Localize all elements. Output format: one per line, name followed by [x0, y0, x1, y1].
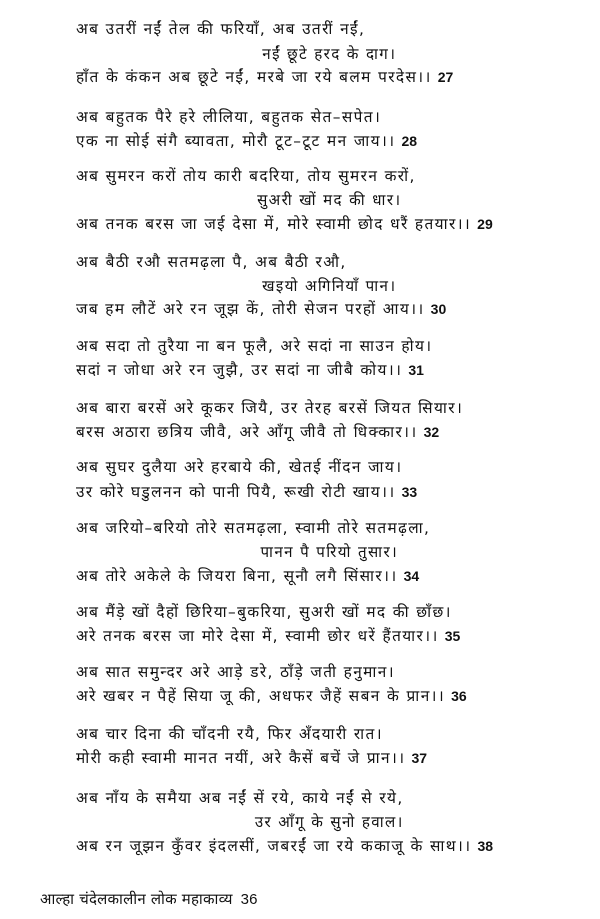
verse-number: 32	[423, 424, 440, 440]
verse-text: अब रन जूझन कुँवर इंदलसीं, जबरईं जा रये ककाजू के साथ।।	[76, 837, 472, 855]
verse-line-centered: उर आँगू के सुनो हवाल।	[254, 813, 404, 831]
verse-line-last	[76, 67, 453, 87]
verse-line: अब सदा तो तुरैया ना बन फूलै, अरे सदां ना साउन होय।	[76, 337, 433, 355]
verse-line: अब बारा बरसें अरे कूकर जियै, उर तेरह बरसें जियत सियार।	[76, 399, 464, 417]
verse-number: 29	[477, 216, 493, 232]
verse-number: 37	[411, 750, 428, 766]
verse-text: अब तोरे अकेले के जियरा बिना, सूनौ लगै सिंसार।।	[76, 567, 398, 585]
verse-text: अरे खबर न पैहें सिया जू की, अधफर जैहें सबन के प्रान।।	[76, 687, 446, 705]
verse-number: 38	[477, 838, 494, 854]
verse-number: 28	[401, 133, 418, 149]
verse-line-centered: पानन पै परियो तुसार।	[260, 543, 399, 561]
verse-line-last	[76, 299, 446, 319]
verse-number: 33	[401, 484, 418, 500]
verse-line: अब सात समुन्दर अरे आड़े डरे, ठाँड़े जती हनुमान।	[76, 663, 395, 681]
verse-text: जब हम लौटें अरे रन जूझ कें, तोरी सेजन परहों आय।।	[76, 300, 425, 318]
verse-text: अरे तनक बरस जा मोरे देसा में, स्वामी छोर धरें हैंतयार।।	[76, 627, 439, 645]
verse-text: हाँत के कंकन अब छूटे नईं, मरबे जा रये बलम परदेस।।	[76, 68, 432, 86]
verse-line-last	[76, 626, 460, 646]
verse-line: अब जरियो–बरियो तोरे सतमढ़ला, स्वामी तोरे सतमढ़ला,	[76, 519, 431, 537]
verse-line: अब उतरीं नईं तेल की फरियाँ, अब उतरीं नईं,	[76, 20, 366, 38]
verse-number: 27	[437, 69, 454, 85]
verse-line-last	[76, 836, 493, 856]
verse-line-last	[76, 566, 419, 586]
verse-line-last	[76, 482, 417, 502]
verse-text: उर कोरे घडुलनन को पानी पियै, रूखी रोटी खाय।।	[76, 483, 396, 501]
page-footer	[40, 889, 258, 909]
verse-text: बरस अठारा छत्रिय जीवै, अरे आँगू जीवै तो धिक्कार।।	[76, 423, 418, 441]
page-number: 36	[240, 891, 258, 908]
verse-line: अब मैंड़े खों दैहों छिरिया–बुकरिया, सुअरी खों मद की छाँछ।	[76, 603, 452, 621]
verse-number: 31	[408, 362, 424, 378]
verse-line-centered: खइयो अगिनियाँ पान।	[262, 277, 397, 295]
verse-text: एक ना सोई संगै ब्यावता, मोरौ टूट–टूट मन जाय।।	[76, 132, 396, 150]
footer-title: आल्हा चंदेलकालीन लोक महाकाव्य	[40, 890, 233, 908]
verse-line: अब बैठी रऔ सतमढ़ला पै, अब बैठी रऔ,	[76, 253, 347, 271]
verse-line: अब सुमरन करों तोय कारी बदरिया, तोय सुमरन करों,	[76, 167, 416, 185]
verse-line-last	[76, 360, 424, 380]
verse-line-last	[76, 422, 439, 442]
verse-number: 36	[451, 688, 467, 704]
verse-line-centered: सुअरी खों मद की धार।	[257, 191, 402, 209]
verse-number: 34	[403, 568, 420, 584]
verse-number: 30	[430, 301, 447, 317]
verse-line-last	[76, 748, 427, 768]
verse-text: मोरी कही स्वामी मानत नयीं, अरे कैसें बचें जे प्रान।।	[76, 749, 406, 767]
verse-number: 35	[444, 628, 461, 644]
verse-line: अब सुघर दुलैया अरे हरबाये की, खेतई नींदन जाय।	[76, 458, 403, 476]
verse-text: सदां न जोधा अरे रन जुझै, उर सदां ना जीबै कोय।।	[76, 361, 403, 379]
verse-line: अब चार दिना की चाँदनी रयै, फिर अँदयारी रात।	[76, 725, 383, 743]
verse-line-last	[76, 214, 493, 234]
verse-line: अब बहुतक पैरे हरे लीलिया, बहुतक सेत–सपेत।	[76, 108, 382, 126]
verse-line-last	[76, 686, 467, 706]
verse-text: अब तनक बरस जा जई देसा में, मोरे स्वामी छोद धरैं हतयार।।	[76, 215, 472, 233]
verse-line: अब नाँय के समैया अब नईं सें रये, काये नईं से रये,	[76, 789, 404, 807]
verse-line-centered: नईं छूटे हरद के दाग।	[262, 45, 397, 63]
verse-line-last	[76, 131, 417, 151]
